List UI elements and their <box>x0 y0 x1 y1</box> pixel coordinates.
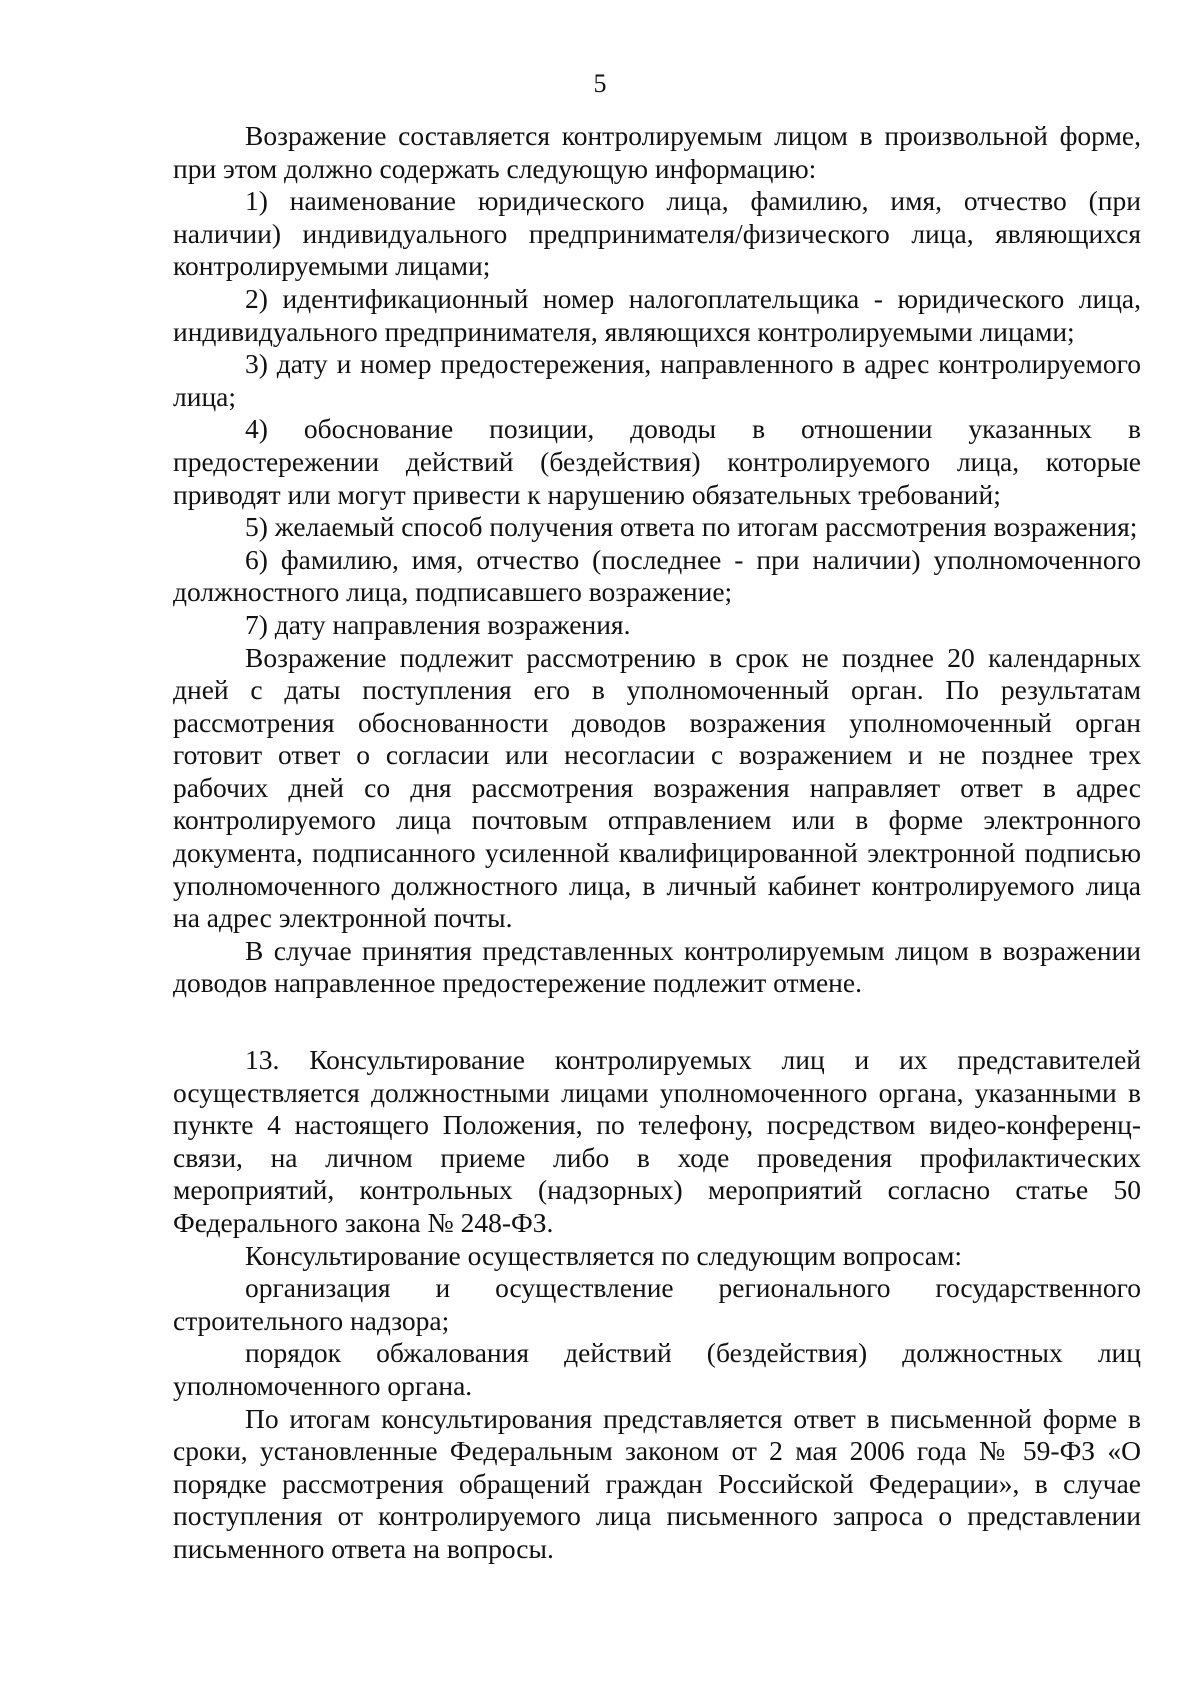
list-item-4: 4) обоснование позиции, доводы в отношении указанных в предостережении действий (бездействия) контролируемого лица, которые приводят или могут привести к нарушению обязательных требований; <box>173 413 1141 510</box>
list-item-5: 5) желаемый способ получения ответа по итогам рассмотрения возражения; <box>245 511 1138 543</box>
paragraph-cancellation: В случае принятия представленных контролируемым лицом в возражении доводов направленное предостережение подлежит отмене. <box>173 934 1141 999</box>
document-body <box>173 120 1141 1566</box>
consulting-topic-2: порядок обжалования действий (бездействия) должностных лиц уполномоченного органа. <box>173 1337 1141 1401</box>
paragraph-consulting-intro: 13. Консультирование контролируемых лиц и их представителей осуществляется должностными лицами уполномоченного органа, указанными в пункте 4 настоящего Положения, по телефону, посредством видео-конференц-связи, на личном приеме либо в ходе проведения профилактических мероприятий, контрольных (надзорных) мероприятий согласно статье 50 Федерального закона № 248-ФЗ. <box>173 1044 1141 1238</box>
consulting-topic-1: организация и осуществление регионального государственного строительного надзора; <box>173 1272 1141 1336</box>
paragraph-objection-form: Возражение составляется контролируемым лицом в произвольной форме, при этом должно содержать следующую информацию: <box>173 120 1141 184</box>
paragraph-written-answer: По итогам консультирования представляется ответ в письменной форме в сроки, установленные Федеральным законом от 2 мая 2006 года № 59-ФЗ «О порядке рассмотрения обращений граждан Российской Федерации», в случае поступления от контролируемого лица письменного запроса о представлении письменного ответа на вопросы. <box>173 1402 1141 1564</box>
list-item-7: 7) дату направления возражения. <box>245 608 631 640</box>
list-item-3: 3) дату и номер предостережения, направленного в адрес контролируемого лица; <box>173 348 1141 412</box>
page-number: 5 <box>593 69 607 98</box>
section-spacer <box>173 1000 1141 1044</box>
paragraph-consulting-topics: Консультирование осуществляется по следующим вопросам: <box>245 1239 963 1271</box>
list-item-6: 6) фамилию, имя, отчество (последнее - при наличии) уполномоченного должностного лица, подписавшего возражение; <box>173 543 1141 608</box>
list-item-1: 1) наименование юридического лица, фамилию, имя, отчество (при наличии) индивидуального предпринимателя/физического лица, являющихся контролируемыми лицами; <box>173 185 1141 282</box>
list-item-2: 2) идентификационный номер налогоплательщика - юридического лица, индивидуального предпринимателя, являющихся контролируемыми лицами; <box>173 282 1141 347</box>
paragraph-review-term: Возражение подлежит рассмотрению в срок не позднее 20 календарных дней с даты поступления его в уполномоченный орган. По результатам рассмотрения обоснованности доводов возражения уполномоченный орган готовит ответ о согласии или несогласии с возражением и не позднее трех рабочих дней со дня рассмотрения возражения направляет ответ в адрес контролируемого лица почтовым отправлением или в форме электронного документа, подписанного усиленной квалифицированной электронной подписью уполномоченного должностного лица, в личный кабинет контролируемого лица на адрес электронной почты. <box>173 641 1141 934</box>
